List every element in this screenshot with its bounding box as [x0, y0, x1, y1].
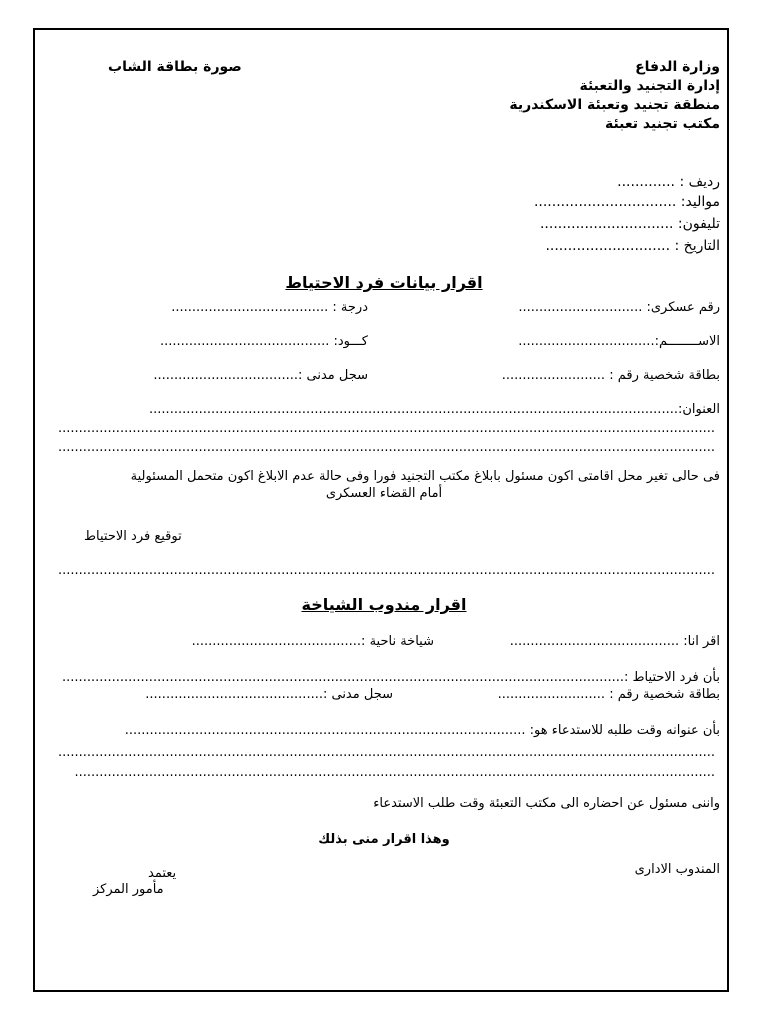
phone-field: تليفون: ..............................	[539, 216, 720, 232]
zone-name: منطقة تجنيد وتعبئة الاسكندرية	[509, 97, 720, 113]
signature-label: توقيع فرد الاحتياط	[84, 529, 182, 544]
mawalid-field: مواليد: ................................	[533, 194, 720, 210]
declaration-text: أمام القضاء العسكرى	[325, 486, 443, 501]
national-id-field: بطاقة شخصية رقم : ..........................	[497, 687, 720, 702]
sheyakha-field: شياخة ناحية :.........................................	[191, 634, 434, 649]
civil-record-field: سجل مدنى :...........................................	[145, 687, 393, 702]
date-field: التاريخ : ............................	[545, 238, 720, 254]
address-field: العنوان:................................................................................................................................	[149, 402, 720, 417]
reservist-field: بأن فرد الاحتياط :........................................................................................................................................	[62, 670, 720, 685]
responsibility-text: واننى مسئول عن احضاره الى مكتب التعبئة وقت طلب الاستدعاء	[373, 796, 720, 811]
name-field: الاســــــــم:.................................	[518, 334, 720, 349]
address-dotted-line: ...........................................................................................................................................................	[74, 765, 715, 780]
section1-title: اقرار بيانات فرد الاحتياط	[285, 273, 483, 292]
center-officer-label: مأمور المركز	[93, 882, 164, 897]
closing-text: وهذا اقرار منى بذلك	[318, 832, 450, 847]
address-dotted-line: ...............................................................................................................................................................	[57, 745, 715, 760]
ministry-name: وزارة الدفاع	[635, 59, 720, 75]
office-name: مكتب تجنيد تعبئة	[604, 116, 720, 132]
national-id-field: بطاقة شخصية رقم : .........................	[501, 368, 720, 383]
admin-rep-label: المندوب الادارى	[634, 862, 720, 877]
photo-label: صورة بطاقة الشاب	[108, 59, 242, 75]
administration-name: إدارة التجنيد والتعبئة	[579, 78, 720, 94]
code-field: كـــود: .........................................	[159, 334, 368, 349]
rank-field: درجة : ......................................	[171, 300, 368, 315]
civil-record-field: سجل مدنى :...................................	[153, 368, 368, 383]
i-declare-field: اقر انا: .........................................	[509, 634, 720, 649]
military-number-field: رقم عسكرى: ..............................	[518, 300, 720, 315]
address-at-call-field: بأن عنوانه وقت طلبه للاستدعاء هو: .................................................................................................	[124, 723, 720, 738]
signature-line: ...............................................................................................................................................................	[57, 563, 715, 578]
declaration-text: فى حالى تغير محل اقامتى اكون مسئول بابلاغ مكتب التجنيد فورا وفى حالة عدم الابلاغ اكون متحمل المسئولية	[130, 469, 720, 484]
address-dotted-line: ...............................................................................................................................................................	[57, 421, 715, 436]
address-dotted-line: ...............................................................................................................................................................	[57, 440, 715, 455]
radif-field: رديف : .............	[617, 174, 720, 190]
approved-label: يعتمد	[148, 866, 177, 881]
section2-title: اقرار مندوب الشياخة	[301, 595, 467, 614]
